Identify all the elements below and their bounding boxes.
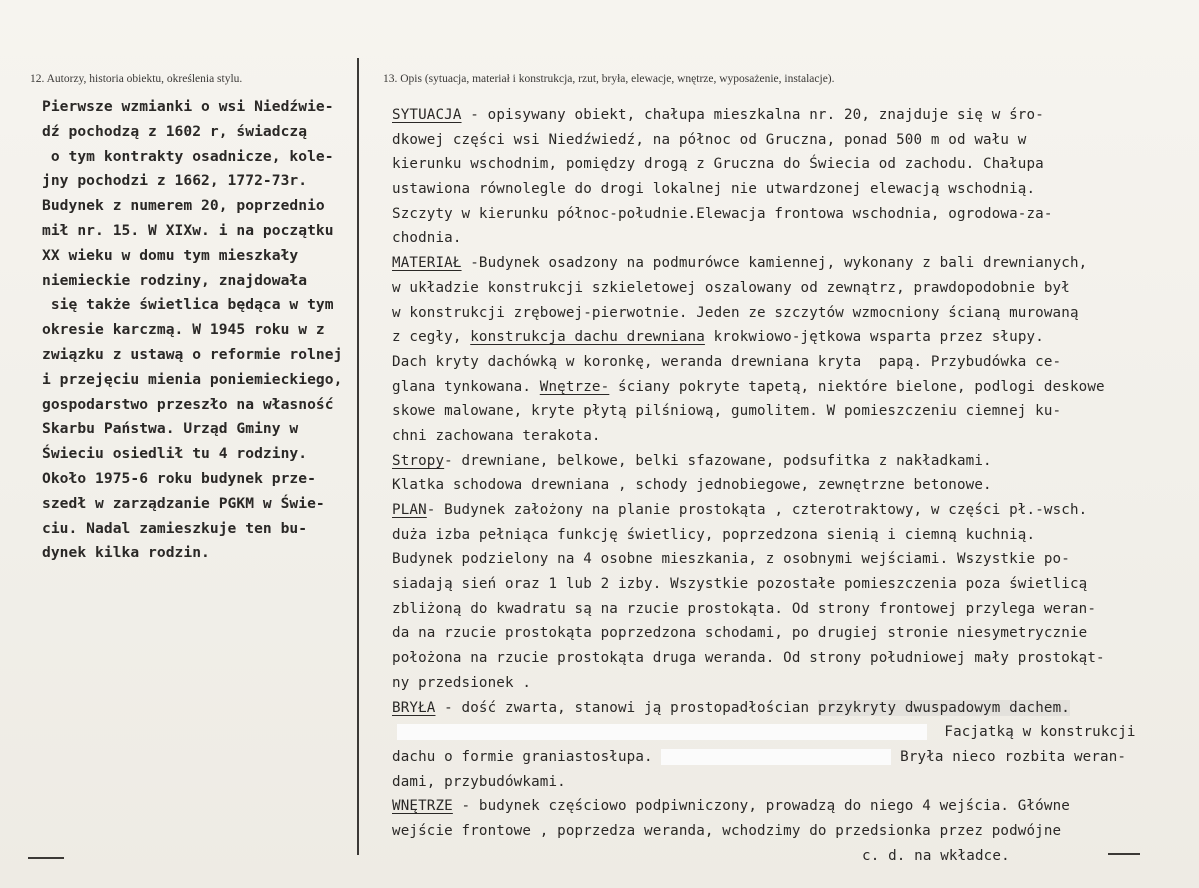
history-line: jny pochodzi z 1662, 1772-73r. [42,172,308,190]
description-line: Budynek podzielony na 4 osobne mieszkania, z osobnymi wejściami. Wszystkie po- [392,551,1070,568]
redaction-mark [661,749,891,765]
footer-rule-right [1108,853,1140,855]
section-label-material: MATERIAŁ [392,255,462,272]
history-line: mił nr. 15. W XIXw. i na początku [42,221,334,239]
history-line: ciu. Nadal zamieszkuje ten bu- [42,519,308,537]
description-line: duża izba pełniąca funkcję świetlicy, poprzedzona sienią i ciemną kuchnią. [392,526,1036,543]
description-line: chodnia. [392,230,462,247]
history-line: gospodarstwo przeszło na własność [42,395,334,413]
description-line: BRYŁA - dość zwarta, stanowi ją prostopadłościan przykryty dwuspadowym dachem. [392,699,1070,716]
description-line: Stropy- drewniane, belkowe, belki sfazowane, podsufitka z nakładkami. [392,452,992,469]
right-column-header: 13. Opis (sytuacja, materiał i konstrukcja, rzut, bryła, elewacje, wnętrze, wyposażenie, instalacje). [383,73,835,85]
history-line: Budynek z numerem 20, poprzednio [42,197,325,215]
description-line: w konstrukcji zrębowej-pierwotnie. Jeden ze szczytów wzmocniony ścianą murowaną [392,304,1079,321]
section-label-sytuacja: SYTUACJA [392,107,462,123]
description-line: c. d. na wkładce. [862,847,1010,864]
description-line: w układzie konstrukcji szkieletowej oszalowany od zewnątrz, prawdopodobnie był [392,279,1070,296]
history-line: szedł w zarządzanie PGKM w Świe- [42,494,325,512]
description-line: wejście frontowe , poprzedza weranda, wchodzimy do przedsionka przez podwójne [392,822,1062,839]
description-line: siadają sień oraz 1 lub 2 izby. Wszystkie pozostałe pomieszczenia poza świetlicą [392,576,1088,593]
description-line: Klatka schodowa drewniana , schody jednobiegowe, zewnętrzne betonowe. [392,477,992,494]
description-line: Szczyty w kierunku północ-południe.Elewacja frontowa wschodnia, ogrodowa-za- [392,205,1053,222]
description-line: PLAN- Budynek założony na planie prostokąta , czterotraktowy, w części pł.-wsch. [392,502,1088,518]
description-line: kierunku wschodnim, pomiędzy drogą z Gruczna do Świecia od zachodu. Chałupa [392,156,1044,173]
description-line: chni zachowana terakota. [392,427,601,444]
history-text [42,95,372,566]
history-line: Pierwsze wzmianki o wsi Niedźwie- [42,98,334,115]
description-line: dami, przybudówkami. [392,773,566,790]
history-line: XX wieku w domu tym mieszkały [42,246,299,264]
history-line: się także świetlica będąca w tym [42,296,334,314]
history-line: Skarbu Państwa. Urząd Gminy w [42,420,299,438]
description-text [392,103,1192,868]
section-label-stropy: Stropy [392,452,445,469]
section-label-wnetrze-inline: Wnętrze- [539,378,610,395]
highlighted-text: przykryty dwuspadowym dachem. [817,699,1070,716]
description-line: SYTUACJA - opisywany obiekt, chałupa mieszkalna nr. 20, znajduje się w śro- [392,107,1044,123]
footer-rule-left [28,857,64,859]
description-line: da na rzucie prostokąta poprzedzona schodami, po drugiej stronie niesymetrycznie [392,625,1088,642]
description-line: glana tynkowana. Wnętrze- ściany pokryte tapetą, niektóre bielone, podlogi deskowe [392,378,1114,395]
section-label-plan: PLAN [392,502,427,518]
history-line: dź pochodzą z 1602 r, świadczą [42,122,308,140]
history-line: Około 1975-6 roku budynek prze- [42,469,316,487]
history-line: niemieckie rodziny, znajdowała [42,271,308,289]
description-line: skowe malowane, kryte płytą pilśniową, gumolitem. W pomieszczeniu ciemnej ku- [392,403,1062,420]
redaction-mark [397,724,927,740]
section-label-wnetrze: WNĘTRZE [392,798,453,815]
left-column-header: 12. Autorzy, historia obiektu, określenia stylu. [30,73,243,85]
description-line: zbliżoną do kwadratu są na rzucie prostokąta. Od strony frontowej przylega weran- [392,600,1097,617]
description-line: ny przedsionek . [392,674,532,691]
history-line: związku z ustawą o reformie rolnej [42,345,343,363]
section-label-bryla: BRYŁA [392,699,436,716]
description-line: MATERIAŁ -Budynek osadzony na podmurówce kamiennej, wykonany z bali drewnianych, [392,255,1088,272]
history-line: okresie karczmą. W 1945 roku w z [42,321,325,339]
description-line: dachu o formie graniastosłupa. Bryła nieco rozbita weran- [392,748,1127,765]
history-line: dynek kilka rodzin. [42,544,210,562]
history-line: i przejęciu mienia poniemieckiego, [42,370,343,388]
description-line: dkowej części wsi Niedźwiedź, na północ od Gruczna, ponad 500 m od wału w [392,131,1027,148]
description-line: WNĘTRZE - budynek częściowo podpiwniczony, prowadzą do niego 4 wejścia. Główne [392,798,1070,815]
description-line: Facjatką w konstrukcji [392,720,1192,745]
history-line: o tym kontrakty osadnicze, kole- [42,147,334,165]
history-line: Świeciu osiedlił tu 4 rodziny. [42,445,308,463]
description-line: Dach kryty dachówką w koronkę, weranda drewniana kryta papą. Przybudówka ce- [392,353,1062,370]
description-line: położona na rzucie prostokąta druga weranda. Od strony południowej mały prostokąt- [392,650,1105,667]
description-line: z cegły, konstrukcja dachu drewniana krokwiowo-jętkowa wsparta przez słupy. [392,329,1044,346]
description-line: ustawiona równolegle do drogi lokalnej nie utwardzonej elewacją wschodnią. [392,181,1036,198]
